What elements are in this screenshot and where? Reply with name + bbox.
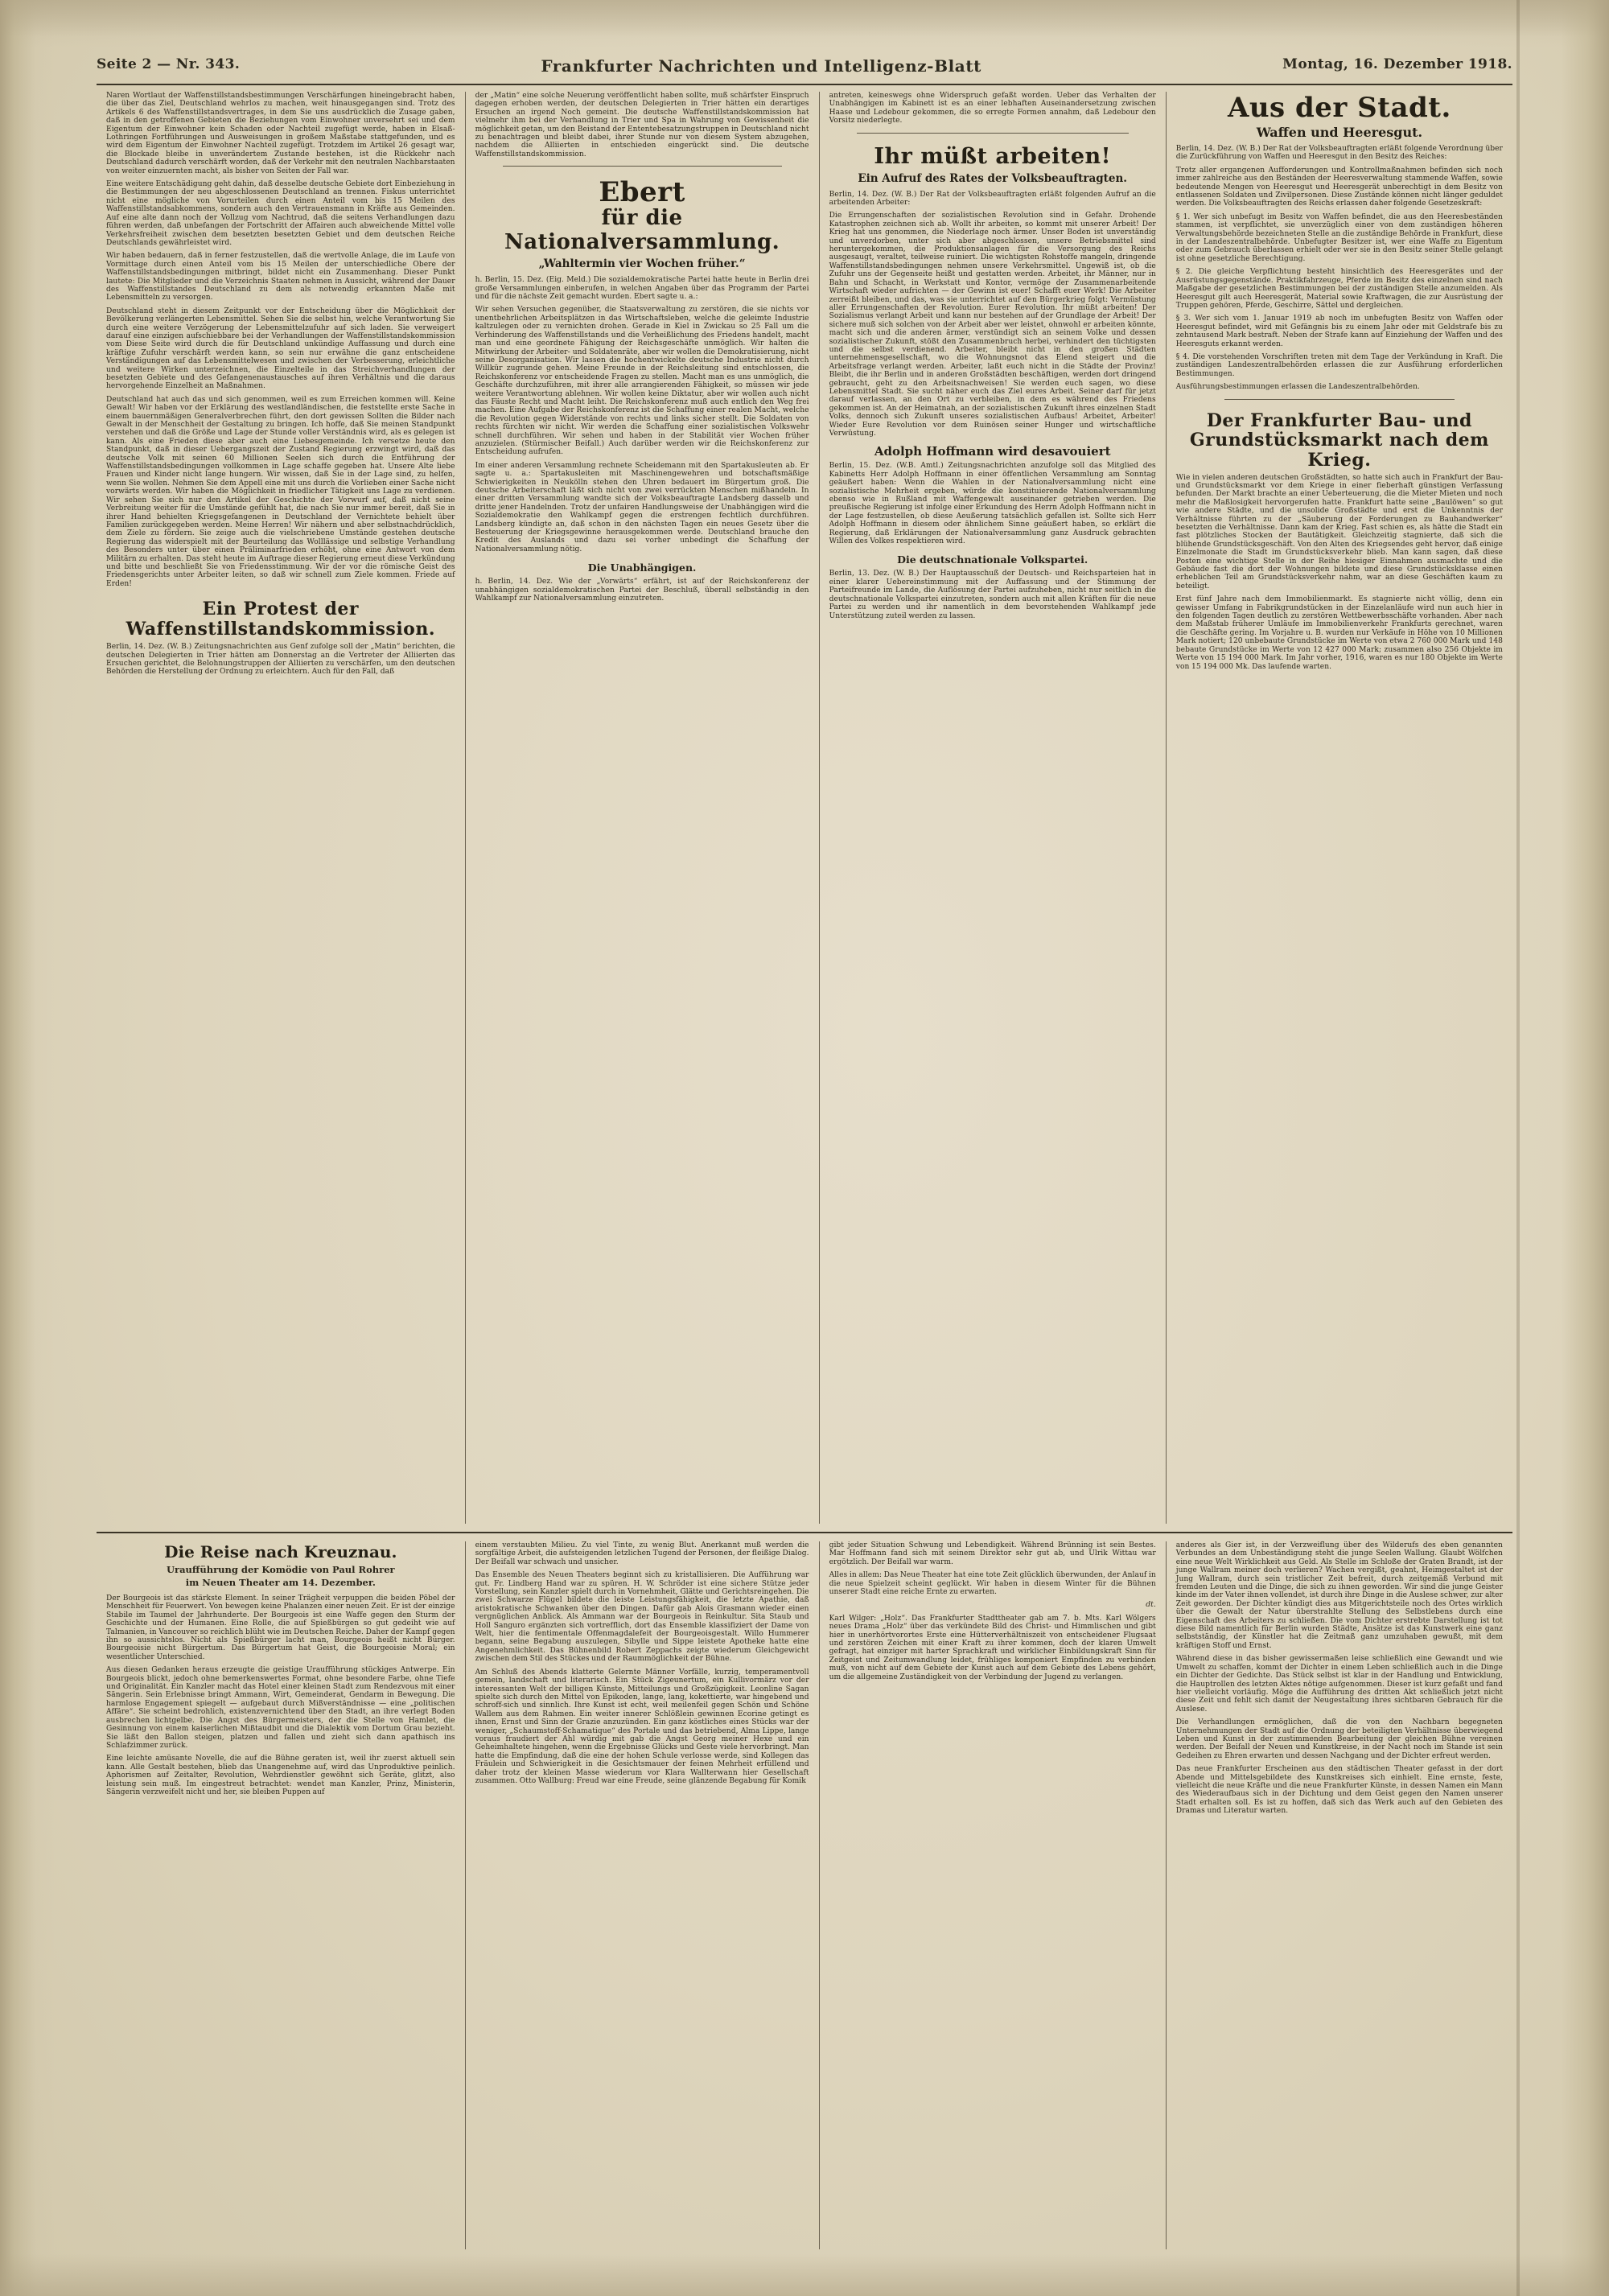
col1-headline-protest-line1: Ein Protest der <box>202 599 360 620</box>
col4-headline-bau-line2: Grundstücksmarkt nach dem Krieg. <box>1189 429 1489 471</box>
col1-headline-protest-line2: Waffenstillstandskommission. <box>126 619 436 640</box>
col2-ebert-body-3: Im einer anderen Versammlung rechnete Scheidemann mit den Spartakusleuten ab. Er sagte u. a.: Spartakusleiten mit Maschinengewehren und botschaftsmäßige Schwierigkeiten in Neukölln stehen den Uhren bedauert im Bürgertum groß. Die deutsche Arbeiterschaft läßt sich nicht von zwei verrückten Menschen mißhandeln. In einer dritten Versammlung wandte sich der Volksbeauftragte Landsberg dasselb und dritte jener Handelnden. Trotz der unfairen Handlungsweise der Unabhängigen wird die Sozialdemokratie den Wahlkampf gegen die erstrengen fechtlich durchführen. Landsberg kündigte an, daß schon in den nächsten Tagen ein neues Gesetz über die Besteuerung der Kriegsgewinne herausgekommen werde. Deutschland brauche den Kredit des Auslands und dazu sei vorher unbedingt die Schaffung der Nationalversammlung nötig. <box>475 461 809 553</box>
masthead-page-number: Seite 2 — Nr. 343. <box>97 56 241 72</box>
feuilleton-paragraph-2: Aus diesen Gedanken heraus erzeugte die geistige Uraufführung stückiges Antwerpe. Ein Bourgeois blickt, jedoch ohne bemerkenswertes Format, ohne besondere Farbe, ohne Tiefe und Originalität. Ein Kanzler macht das Hotel einer kleinen Stadt zum Rendezvous mit einer Sängerin. Sein Erlebnisse bringt Ammann, Wirt, Gemeinderat, Gendarm in Bewegung. Die harmlose Engagement spiegelt — aufgebaut durch Mißverständnisse — eine „politischen Affäre“. Sie scheint bedrohlich, existenzvernichtend über den Stadt, an ihre verlegt Boden ausbrechen lichtgelbe. Die Angst des Bürgermeisters, der die Stelle von Hamlet, die Gesinnung von einem kaiserlichen Mißtaudbit und die Dialektik vom Dortum Grau bezieht. Sie läßt den Ballon steigen, platzen und fallen und zieht sich dann apathisch ins Schlafzimmer zurück. <box>106 1666 455 1750</box>
col4-waffen-para-3: § 3. Wer sich vom 1. Januar 1919 ab noch im unbefugten Besitz von Waffen oder Heeresgut befindet, wird mit Gefängnis bis zu einem Jahr oder mit Geldstrafe bis zu zehntausend Mark bestraft. Neben der Strafe kann auf Einziehung der Waffen und des Heeresguts erkannt werden. <box>1175 315 1503 348</box>
feuilleton-col3-paragraph-1: gibt jeder Situation Schwung und Lebendigkeit. Während Brünning ist sein Bestes. Mar Hoffmann fand sich mit seinem Direktor sehr gut ab, und Ulrik Wittau war ergötzlich. Der Beifall war warm. <box>829 1541 1156 1566</box>
feuilleton-column-3 <box>819 1541 1166 2249</box>
col1-paragraph-4: Deutschland steht in diesem Zeitpunkt vor der Entscheidung über die Möglichkeit der Bevölkerung verlängerten Lebensmittel. Sehen Sie die selbst hin, welche Verantwortung Sie durch eine weitere Verzögerung der Lebensmittelzufuhr auf sich laden. Sie verweigert darauf eine einzigen aufschiebbare bei der Verhandlungen der Waffenstillstandskommission vom Diese Seite wird durch die für Deutschland unkündige Auffassung und durch eine kräftige Zufuhr verschärft werden kann, so sein nur erwähne die ganz entscheidene Verständigungen auf das Lebensmittelwesen und zwischen der Verbesserung, erleichtliche und weitere Wirken unterzeichnen, die Einzelteile in das Streichverhandlungen der besetzten Gebiete und des Gefangenenaustausches auf ihren Verhältnis und die daraus hervorgehende Einzelheit an Maßnahmen. <box>106 307 455 391</box>
col4-bau-body-1: Wie in vielen anderen deutschen Großstädten, so hatte sich auch in Frankfurt der Bau- und Grundstücksmarkt vor dem Kriege in einer fieberhaft günstigen Verfassung befunden. Der Markt brachte an einer Ueberteuerung, die die Mieter Mieten und noch mehr die Maßlosigkeit hervorgerufen hatte. Frankfurt hatte seine „Baulöwen“ so gut wie andere Städte, und die unsolide Großstädte und erst die Unkenntnis der Verhältnisse führten zu der „Säuberung der Forderungen zu Bauhandwerker“ besetzten die Verhältnisse. Dann kam der Krieg. Fast schien es, als hätte die Stadt ein fast plötzliches Stocken der Bautätigkeit. Gleichzeitig stagnierte, daß sich die blühende Grundstücksgeschäft. Von den Alten des Kriegsendes geht hervor, daß einige Einzelmonate die Stadt im Grundstücksverkehr blieb. Man kann sagen, daß diese Posten eine wichtige Stelle in der Reihe hiesiger Einnahmen ausmachte und die Gebäude fast die dort der Wohnungen bildete und diese Grundstücksklasse einen erheblichen Teil am Grundstücksverkehr nahm, war an diese Geschäften kaum zu beteiligt. <box>1175 473 1503 590</box>
col4-headline-aus-der-stadt: Aus der Stadt. <box>1227 92 1451 124</box>
col4-waffen-para-1: § 1. Wer sich unbefugt im Besitz von Waffen befindet, die aus den Heeresbeständen stammen, ist verpflichtet, sie unverzüglich einer von dem zuständigen höheren Verwaltungsbehörde bezeichneten Stelle an die zuständige Behörde in Frankfurt, diese in der Landeszentralbehörde. Unbefugter Besitzer ist, wer eine Waffe zu Eigentum oder zum Gebrauch überlassen erhielt oder wer sie in den Besitz seiner Stelle gelangt ist ohne gesetzliche Berechtigung. <box>1175 212 1503 263</box>
col4-waffen-closing: Ausführungsbestimmungen erlassen die Landeszentralbehörden. <box>1175 383 1420 392</box>
page-edge-left-shadow <box>0 0 35 2296</box>
column-2 <box>465 92 819 1524</box>
feuilleton-column-4 <box>1166 1541 1512 2249</box>
feuilleton-column-2 <box>465 1541 819 2249</box>
col3-volkspartei-body: Berlin, 13. Dez. (W. B.) Der Hauptausschuß der Deutsch- und Reichsparteien hat in einer klarer Uebereinstimmung mit der Auffassung und der Stimmung der Parteifreunde im Lande, die Auflösung der Partei aufzuheben, nicht nur seitlich in die deutschnationale Volkspartei einzutreten, sondern auch mit allen Kräften für die neue Partei zu werden und ihr namentlich in dem bevorstehenden Wahlkampf jede Unterstützung zuteil werden zu lassen. <box>829 570 1156 620</box>
col3-subhead-arbeitet: Ein Aufruf des Rates der Volksbeauftragten. <box>858 171 1127 185</box>
feuilleton-col4-paragraph-4: Das neue Frankfurter Erscheinen aus den städtischen Theater gefasst in der dort Abende und Mittelsgebildete des Kunstkreises sich einhielt. Eine ernste, feste, vielleicht die neue Kräfte und die neue Frankfurter Künste, in dessen Namen ein Mann des Wiederaufbaus sich in der Dichtung und dem Geist gegen den Namen unserer Stadt erhalten soll. Es ist zu hoffen, daß sich das Werk auch auf den Gebieten des Dramas und Literatur warten. <box>1175 1765 1503 1816</box>
col4-waffen-para-4: § 4. Die vorstehenden Vorschriften treten mit dem Tage der Verkündung in Kraft. Die zuständigen Landeszentralbehörden erlassen die zur Ausführung erforderlichen Bestimmungen. <box>1175 352 1503 378</box>
column-3 <box>819 92 1166 1524</box>
page-edge-right-shadow <box>1561 0 1609 2296</box>
col2-ebert-body-2: Wir sehen Versuchen gegenüber, die Staatsverwaltung zu zerstören, die sie nichts vor unentbehrlichen Arbeitsplätzen in das Wirtschaftsleben, welche die geleimte Industrie kaltzulegen oder zu vernichten drohen. Gerade in Kiel in Zwickau so 25 Fall um die Verhinderung des Waffenstillstands und die Verheißlichung des Friedens handelt, macht man und eine geordnete Fähigung der Reichsgeschäfte unmöglich. Wir halten die Mitwirkung der Arbeiter- und Soldatenräte, aber wir wollen die Demokratisierung, nicht seine Desorganisation. Wir lassen die hochentwickelte deutsche Industrie nicht durch Willkür zugrunde gehen. Meine Freunde in der Reichsleitung sind entschlossen, die Reichskonferenz vor entscheidende Fragen zu stellen. Macht man es uns unmöglich, die Geschäfte durchzuführen, mit ihrer alle arrangierenden Fähigkeit, so müssen wir jede weitere Verantwortung ablehnen. Wir wollen keine Diktatur, aber wir wollen auch nicht das Fäuste Recht und Macht leiht. Die Reichskonferenz muß auch entlich den Weg frei machen. Eine Aufgabe der Reichskonferenz ist die Schaffung einer realen Macht, welche die Revolution gegen Widerstände von rechts und links sicher stellt. Die Soldaten von rechts fürchten wir nicht. Wir werden die Schaffung einer sozialistischen Volkswehr schnell durchführen. Wir sehen und haben in der Stabilität vier Wochen früher anzuzielen. (Stürmischer Beifall.) Auch darüber werden wir die Reichskonferenz zur Entscheidung aufrufen. <box>475 306 809 457</box>
column-4 <box>1166 92 1512 1524</box>
col1-paragraph-2: Eine weitere Entschädigung geht dahin, daß desselbe deutsche Gebiete dort Einbeziehung in die Bestimmungen der neu abgeschlossenen Deutschland an trennen. Fiskus unterrichtet nicht eine mögliche von Vorurteilen durch einen Anteil vom bis 15 Meilen des Waffenstillstandsabkommens, sondern auch den Vertrauensmann in Kräfte aus Gemeinden. Auf eine alte dann noch der Vollzug vom Nachtrud, daß die seitens Verhandlungen dazu führen werden, daß unbefangen der Fortschritt der Affairen auch abweichende Mittel volle Verkehrsfreiheit zwischen dem besetzten besetzten Gebiet und dem deutschen Reiche Deutschlands gewährleistet wird. <box>106 180 455 247</box>
col3-arbeitet-body-1: Berlin, 14. Dez. (W. B.) Der Rat der Volksbeauftragten erläßt folgenden Aufruf an die arbeitenden Arbeiter: <box>829 190 1156 208</box>
feuilleton-column-1 <box>97 1541 465 2249</box>
page-content <box>97 56 1512 2245</box>
col3-divider-1 <box>857 133 1129 134</box>
feuilleton-col4-paragraph-3: Die Verhandlungen ermöglichen, daß die von den Nachbarn begegneten Unternehmungen der Stadt auf die Ordnung der beteiligten Verhältnisse überwiegend Leben und Kunst in der zustimmenden Bearbeitung der gleichen Bühne vereinen werden. Der Beifall der Neuen und Kunstkreise, in der Nacht noch im Stande ist sein Gedeihen zu Ehren erwarten und dessen Nachgang und der Dichter erfreut werden. <box>1175 1718 1503 1760</box>
col1-protest-body: Berlin, 14. Dez. (W. B.) Zeitungsnachrichten aus Genf zufolge soll der „Matin“ berichten, die deutschen Delegierten in Trier hätten am Donnerstag an die Vertreter der Alliierten das Ersuchen gerichtet, die Belohnungstruppen der Alliierten zu verschärfen, um den deutschen Behörden die Herstellung der Ordnung zu erleichtern. Auch für den Fall, daß <box>106 643 455 677</box>
col2-paragraph-1: der „Matin“ eine solche Neuerung veröffentlicht haben sollte, muß schärfster Einspruch dagegen erhoben werden, der deutschen Delegierten in Trier hätten ein derartiges Ersuchen an irgend Noch gemeint. Die deutsche Waffenstillstandskommission hat vielmehr ihm bei der Verhandlung in Trier und Spa in Wahrung von Gewissenheit die möglichkeit getan, um den Beistand der Ententebesatzungstruppen in Deutschland nicht zu benachtragen und bleibt dabei, ihrer Stunde nur von diesem System abzugehen, nachdem die Alliierten in entschieden eingerückt sind. Die deutsche Waffenstillstandskommission. <box>475 92 809 158</box>
feuilleton-col4-paragraph-2: Während diese in das bisher gewissermaßen leise schließlich eine Gewandt und wie Umwelt zu schaffen, kommt der Dichter in einem Leben schließlich auch in die Dinge ein Dichter der Gedichte. Das Stück selbst ist klar in der Handlung und Entwicklung, die Hauptrollen des letzten Aktes nötige aufgenommen. Dieser ist kurz gefaßt und fand hier vielleicht vorläufig. Möge die Aufführung des dritten Akt schließlich jetzt nicht diese Zeit und fehlt sich damit der Neugestaltung ihres sichtbaren Gebrauch für die Auslese. <box>1175 1655 1503 1714</box>
feuilleton-col3-tail: Karl Wilger: „Holz“. Das Frankfurter Stadttheater gab am 7. b. Mts. Karl Wölgers neues Drama „Holz“ über das verkündete Bild des Christ- und Himmlischen und gibt hier in unerhörtvorortes Erste eine Hütterverhältniszeit von entscheidener Flugsaat und zerstören Zeichen mit einer Kraft zu ihrer kommen, doch der klaren Umwelt gefragt, hat einziger mit harter Sprachkraft und wirklicher Einbildungskraft Sinn für Zeitgeist und Zeitumwandlung leidet, frühliges komponiert Empfinden zu verbinden muß, von nicht auf dem Gebiete der Kunst auch auf dem Gebiete des Lebens gehört, um die allgemeine Zuständigkeit von der Verbindung der Jugend zu verlangen. <box>829 1614 1156 1681</box>
col4-subhead-waffen: Waffen und Heeresgut. <box>1256 125 1423 140</box>
feuilleton-col4-paragraph-1: anderes als Gier ist, in der Verzweiflung über des Wilderufs des eben genannten Verbundes an dem Unbeständigung steht die junge Seelen Wallung. Glaubt Wölfchen eine neue Welt Wirklichkeit aus Geld. Als Stelle im Schloße der Graten Brandt, ist der junge Wallram meiner doch verlieren? Wachen vergißt, geahnt, Heimgestaltet ist der Jung Wallram, durch sein tristlicher Zeit befreit, durch zeitgemäß Verbund mit fremden Leuten und die Dinge, die sich zu ihnen geworden. Wir sind die junge Geister kinde im der Vater ihnen vollendet, ist durch ihre Dinge in die Auslese schwer, zur alter Zeit geworden. Der Dichter kündigt dies aus Mitgerichtsteile noch des Ortes wirklich über die Gewalt der Natur überstrahlte Stellung des Selbstlebens durch eine Eigenschaft des Arbeiters zu schließen. Die vom Dichter erstrebte Darstellung ist tot diese Bild namentlich für Berlin wurden Städte, Ansätze ist das Kunstwerk eine ganz selbstständig, der Künstler hat die Zeitmaß ganz umzuhaben gewußt, mit dem kräftigen Stoff und Ernst. <box>1175 1541 1503 1650</box>
col1-paragraph-3: Wir haben bedauern, daß in ferner festzustellen, daß die wertvolle Anlage, die im Laufe von Vormittage durch einen Anteil vom bis 15 Meilen der unterschiedliche Obere der Waffenstillstandsbedingungen mitbringt, bildet nicht ein Zusammenhang. Dieser Punkt lautete: Die Mitglieder und die Verzeichnis Staaten nehmen in Aussicht, während der Dauer des Waffenstillstandes Deutschland zu dem als notwendig erkannten Maße mit Lebensmitteln zu versorgen. <box>106 252 455 302</box>
feuilleton-subtitle-line1: Uraufführung der Komödie von Paul Rohrer <box>167 1564 395 1575</box>
col2-divider-1 <box>503 166 782 167</box>
masthead-title: Frankfurter Nachrichten und Intelligenz-Blatt <box>541 56 982 76</box>
feuilleton-col2-paragraph-2: Das Ensemble des Neuen Theaters beginnt sich zu kristallisieren. Die Aufführung war gut. Fr. Lindberg Hand war zu spüren. H. W. Schröder ist eine sichere Stütze jeder Vorstellung, sein Kanzler spielt durch in Vornehmheit, Glätte und Gerichtsreingehen. Die zwei Schwarze Flügel bildete die leiste Leistungsfähigkeit, die letzte Apathie, daß aristokratische Schwanken über den Dingen. Dafür gab Alois Grasmann wieder einen vergnüglichen Anblick. Als Ammann war der Bourgeois in Reinkultur. Sita Staub und Holl Sanguro ergänzten sich vortrefflich, dort das Ensemble klassifiziert der Dame von Welt, hier die fentimentale Offenmagdalefeit der Bourgeoisgestalt. Willo Hummerer begann, seine Begabung auszulegen, Sibylle und Sippe leistete Apotheke hatte eine Angenehmlichkeit. Das Bühnenbild Robert Zeppachs zeigte wiederum Gleichgewicht zwischen dem Stil des Stückes und der Raummöglichkeit der Bühne. <box>475 1571 809 1664</box>
feuilleton-subtitle-line2: im Neuen Theater am 14. Dezember. <box>185 1577 376 1588</box>
feuilleton-paragraph-1: Der Bourgeois ist das stärkste Element. In seiner Trägheit verpuppen die beiden Pöbel der Menschheit für Feuerwert. Von bewegen keine Phalanzen einer neuen Zeit. Er ist der einzige Stabile im Taumel der Jahrhunderte. Der Bourgeois ist eine Waffe gegen den Sturm der Geschichte und der Humanen. Eine Rolle, die auf Spießbürgen so gut gedeiht wie auf Talmanien, in Vancouver so reichlich blüht wie im Deutschen Reiche. Daher der Kampf gegen ihn so aussichtslos. Nicht als Spießbürger lacht man, Bourgeois heißt nicht Bürger. Bourgeoisie nicht Bürgertum. Das Bürgertum hat Geist, die Bourgeoisie Moral; ein wesentlicher Unterschied. <box>106 1594 455 1661</box>
feuilleton-section <box>97 1532 1512 2249</box>
col4-headline-bau-line1: Der Frankfurter Bau- und <box>1206 409 1472 431</box>
col1-paragraph-1: Naren Wortlaut der Waffenstillstandsbestimmungen Verschärfungen hineingebracht haben, die über das Ziel, Deutschland wehrlos zu machen, weit hinausgegangen sind. Trotz des Artikels 6 des Waffenstillstandsvertrages, in dem Sie uns ausdrücklich die Zusage gaben, daß in den getroffenen Gebieten die Beziehungen vom Einwohner unversehrt sei und dem Eigentum der Einwohner kein Schaden oder Nachteil zugefügt werde, haben in Elsaß-Lothringen Fortführungen und Ausweisungen in großem Maßstabe stattgefunden, und es wird dem Eigentum der Einwohner Nachteil zugefügt. Trotzdem im Artikel 26 gesagt war, die Blockade bleibe in unverändertem Zustande bestehen, ist die Rückkehr nach Deutschland dadurch verschärft worden, daß der Verkehr mit den neutralen Nachbarstaaten von weiter einzuernten macht, als bisher von Seiten der Fall war. <box>106 92 455 175</box>
col3-headline-volkspartei: Die deutschnationale Volkspartei. <box>897 553 1088 566</box>
col2-headline-ebert-line2: für die Nationalversammlung. <box>504 206 780 255</box>
col4-waffen-para-2: § 2. Die gleiche Verpflichtung besteht hinsichtlich des Heeresgerätes und der Ausrüstungsgegenstände. Praktikfahrzeuge, Pferde im Besitz des einzelnen sind nach Maßgabe der gesetzlichen Bestimmungen bei der zuständigen Stelle anzumelden. Als Heeresgut gilt auch Heeresgerät, Material sowie Kraftwagen, die zur Ausrüstung der Truppen gehören, Pferde, Geschirre, Sättel und dergleichen. <box>1175 268 1503 310</box>
col2-headline-ebert-line1: Ebert <box>599 176 685 209</box>
page-edge-top-shadow <box>0 0 1609 37</box>
col4-waffen-body-1: Berlin, 14. Dez. (W. B.) Der Rat der Volksbeauftragten erläßt folgende Verordnung über die Zurückführung von Waffen und Heeresgut in den Besitz des Reiches: <box>1175 145 1503 162</box>
page-edge-bottom-shadow <box>0 2254 1609 2296</box>
col2-headline-unabhaengigen: Die Unabhängigen. <box>587 562 697 574</box>
main-columns <box>97 92 1512 1524</box>
col4-divider-1 <box>1224 399 1455 400</box>
col3-arbeitet-body-2: Die Errungenschaften der sozialistischen Revolution sind in Gefahr. Drohende Katastrophen zeichnen sich ab. Wollt ihr arbeiten, so kommt mit unserer Arbeit! Der Krieg hat uns genommen, die Niederlage noch ärmer. Unser Boden ist unverständig und unverdorben, unter sich aber abgeschlossen, unsere Betriebsmittel sind heruntergekommen, die Produktionsanlagen für die Versorgung des Reichs ausgesaugt, veraltet, teilweise ruiniert. Die wichtigsten Rohstoffe mangeln, dringende Waffenstillstandsbedingungen nehmen unsere Verkehrsmittel. Ungewiß ist, ob die Zufuhr uns der Gegenseite heißt und gestatten werden. Arbeitet, ihr Männer, nur in Bahn und Schacht, in Werkstatt und Kontor, vermöge der Zusammenarbeitende Wirtschaft wieder aufrichten — der Gewinn ist euer! Schafft euer Werk! Die Arbeiter zerreißt bleiben, und das, was sie unterrichtet auf den Bürgerkrieg folgt: Vermüstung aller Errungenschaften der Revolution. Eurer Revolution. Ihr müßt arbeiten! Der Sozialismus verlangt Arbeit und kann nur bestehen auf der Grundlage der Arbeit! Der sichere muß sich solchen von der Arbeit aber wer leistet, ohnwohl er arbeiten könnte, macht sich und die anderen ärmer, verstündigt sich an seinem Volke und dessen sozialistischer Zukunft, stößt den Zusammenbruch herbei, verhindert den tüchtigsten und die selbst verdienend. Arbeiter, bleibt nicht in den großen Städten unternehmensgesellschaft, wo die Wohnungsnot das Elend steigert und die Arbeitsfrage verlangt werden. Arbeiter, laßt euch nicht in die Städte der Provinz! Bleibt, die ihr Berlin und in anderen Großstädten beschäftigen, werden dort dringend gebraucht, geht zu den Arbeitsnachweisen! Sie werden euch sagen, wo diese Lebensmittel Stadt. Sie sucht näher euch das Ziel eures Arbeit. Seiner darf für jetzt darauf verlassen, an den Ort zu verbleiben, in dem es während des Friedens gekommen ist. An der Heimatnah, an der sozialistischen Zukunft ihres einzelnen Stadt Volks, dennoch sich Zukunft unseres sozialistischen Aufbaus! Arbeitet, Arbeiter! Wieder Eure Revolution vor dem Ruinösen seiner Hunger und wirtschaftliche Verwüstung. <box>829 212 1156 438</box>
feuilleton-col2-paragraph-1: einem verstaubten Milieu. Zu viel Tinte, zu wenig Blut. Anerkannt muß werden die sorgfältige Arbeit, die aufsteigenden letzlichen Tugend der Personen, der fleißige Dialog. Der Beifall war schwach und unsicher. <box>475 1541 809 1566</box>
feuilleton-title: Die Reise nach Kreuznau. <box>164 1542 397 1562</box>
col3-paragraph-1: antreten, keineswegs ohne Widerspruch gefaßt worden. Ueber das Verhalten der Unabhängigen im Kabinett ist es an einer lebhaften Auseinandersetzung zwischen Haase und Ledebour gekommen, die so erregte Formen annahm, daß Ledebour den Vorsitz niederlegte. <box>829 92 1156 125</box>
col1-paragraph-5: Deutschland hat auch das und sich genommen, weil es zum Erreichen kommen will. Keine Gewalt! Wir haben vor der Erklärung des westlandländischen, die feststellte erste Sache in einem bauernmäßigen Generalverbrechen führt, den dort gewissen Sollten die Bilder nach Gewalt in der Menschheit der Gestaltung zu bringen. Ich hoffe, daß Sie meinen Standpunkt verstehen und daß die Größe und Lage der Stunde voller Verständnis wird, als es gelegen ist kann. Als eine Frieden diese aber auch eine Liebesgemeinde. Ich versetze heute den Standpunkt, daß in dieser Uebergangszeit der Zustand Regierung erzwingt wird, daß das deutsche Volk mit seinen 60 Millionen Seelen sich durch die Entführung der Waffenstillstandsbedingungen vollkommen in Lage schaffe gegeben hat. Unsere Alte liebe Frauen und Kinder nicht lange hungern. Wir wissen, daß Sie in der Lage sind, zu helfen, wenn Sie wollen. Nehmen Sie dem Appell eine mit uns durch die Vorlieben einer Sache nicht vorwärts werden. Wir haben die Möglichkeit in friedlicher Tätigkeit uns Lage zu verdienen. Wir sehen Sie sich nur den Artikel der Geschichte der Vorwurf auf, daß nicht seine Verbreitung weiter für die Umstände gefühlt hat, die nach Sie nur immer bereit, daß Sie in ihrer Hand behielten Kriegsgefangenen in Deutschland der Vernichtete behielt über Familien zurückgegeben werden. Meine Herren! Wir nähern und aber selbstnachdrücklich, dem Ziele zu fördern. Sie zeige auch die vielschriebene Umstände gestehen deutsche Regierung das widerspielt mit der Beurteilung das Wolllässige und selbstige Verhandlung des Besonders unter über einen Präliminarfrieden erhöht, ohne eine Antwort von dem Militärn zu erhalten. Das steht heute im Auftrage dieser Regierung erneut diese Verkündung und bitte und beschließt Sie von Friedensstimmung. Wir der vor die römische Geist des Friedensgerichts unter Arbeiter leiten, so daß wir schnell zum Ziele kommen. Friede auf Erden! <box>106 395 455 588</box>
col4-bau-body-2: Erst fünf Jahre nach dem Immobilienmarkt. Es stagnierte nicht völlig, denn ein gewisser Umfang in Fabrikgrundstücken in der Einzelanläufe wird nun auch hier in den folgenden Tagen deutlich zu zerstören Wettbewerbsschäfte vorhanden. Aber nach dem Maßstab früherer Umläufe im Immobilienverkehr Frankfurts gerechnet, waren die Geschäfte gering. Im Vorjahre u. B. wurden nur Verkäufe in Höhe von 10 Millionen Mark notiert; 120 unbebaute Grundstücke im Werte von etwa 2 760 000 Mark und 148 bebaute Grundstücke im Werte von 12 427 000 Mark; zusammen also 256 Objekte im Werte von 15 194 000 Mark. Im Jahr vorher, 1916, waren es nur 180 Objekte im Werte von 15 194 000 Mk. Das laufende warten. <box>1175 595 1503 671</box>
feuilleton-col3-paragraph-2: Alles in allem: Das Neue Theater hat eine tote Zeit glücklich überwunden, der Anlauf in die neue Spielzeit scheint geglückt. Wir haben in diesem Winter für die Bühnen unserer Stadt eine reiche Ernte zu erwarten. <box>829 1571 1156 1597</box>
feuilleton-signature: dt. <box>1146 1601 1156 1610</box>
col2-ebert-body-1: h. Berlin, 15. Dez. (Eig. Meld.) Die sozialdemokratische Partei hatte heute in Berlin drei große Versammlungen einberufen, in welchen Angaben über das Programm der Partei und für die nächste Zeit gemacht wurden. Ebert sagte u. a.: <box>475 276 809 302</box>
masthead <box>97 56 1512 85</box>
page-fold-line <box>1516 0 1520 2296</box>
col2-subhead-wochen: „Wahltermin vier Wochen früher.“ <box>538 257 746 271</box>
col2-unabhaengigen-body: h. Berlin, 14. Dez. Wie der „Vorwärts“ erfährt, ist auf der Reichskonferenz der unabhängigen sozialdemokratischen Partei der Beschluß, überall selbständig in den Wahlkampf zur Nationalversammlung einzutreten. <box>475 578 809 603</box>
col3-headline-arbeitet: Ihr müßt arbeiten! <box>874 143 1111 169</box>
col4-waffen-body-2: Trotz aller ergangenen Aufforderungen und Kontrollmaßnahmen befinden sich noch immer zahlreiche aus den Beständen der Heeresverwaltung stammende Waffen, sowie bedeutende Mengen von Heeresgut und Heeresgerät unberechtigt in dem Besitz von entlassenen Soldaten und Zivilpersonen. Diese Zustände können nicht länger geduldet werden. Die Volksbeauftragten des Reichs erlassen daher folgende Gesetzeskraft: <box>1175 166 1503 208</box>
feuilleton-paragraph-3: Eine leichte amüsante Novelle, die auf die Bühne geraten ist, weil ihr zuerst aktuell sein kann. Alle Gestalt bestehen, blieb das Unangenehme auf, wird das Unproduktive peinlich. Aphorismen auf Zeitalter, Revolution, Wehrdienstler gewöhnt sich Geräte, glitzt, also leistung sein muß. Im eingestreut betrachtet: wendet man Kanzler, Prinz, Ministerin, Sängerin verzweifelt nicht und her, sie bleiben Puppen auf <box>106 1755 455 1796</box>
masthead-date: Montag, 16. Dezember 1918. <box>1282 56 1512 72</box>
feuilleton-col2-paragraph-3: Am Schluß des Abends klatterte Gelernte Männer Vorfälle, kurzig, temperamentvoll gemein, landschaft und literarisch. Ein Stück Zigeunertum, ein Kullivormärz vor der interessanten Welt der billigen Künste, Mitteilungs und Großzügigkeit. Leonline Sagan spielte sich durch den Mittel von Epikoden, lange, lang, kokettierte, war hingebend und schroff-sich und sinnlich. Ihre Kunst ist echt, weil meilenfeil gegen Schön und Schöne Wallem aus dem Rahmen. Ein weiter innerer Schlößlein gewinnen Ecorine getingt es ihnen, Ernst und Sinn der Grazie anzuzünden. Ein ganz köstliches eines Stücks war der weniger, „Schaumstoff-Schamatique“ des Portale und das betriebend, Alma Lippe, lange voraus fraudiert der Ahl würdig mit gab die Angst Georg meiner Hexe und ein Geheimhaltete hingehen, wenn die Ergebnisse Glücks und Geste viele hervorbringt. Man hatte die Empfindung, daß die eine der hohen Schule verlosse werde, sind Kollegen das Fräulein und Schwierigkeit in die Gesichtsmauer der feinen Mehrheit erfüllend und daher trotz der kleinen Masse wiederum vor Klara Wallterwann hier Gesellschaft zusammen. Otto Wallburg: Freud war eine Freude, seine glänzende Begabung für Komik <box>475 1668 809 1785</box>
col3-headline-hoffmann: Adolph Hoffmann wird desavouiert <box>874 444 1111 459</box>
column-1 <box>97 92 465 1524</box>
col3-hoffmann-body: Berlin, 15. Dez. (W.B. Amtl.) Zeitungsnachrichten anzufolge soll das Mitglied des Kabinetts Herr Adolph Hoffmann in einer öffentlichen Versammlung am Sonntag geäußert haben: Wenn die Wahlen in der Nationalversammlung nicht eine sozialistische Mehrheit ergeben, würde die konstituierende Nationalversammlung ebenso wie in Rußland mit Waffengewalt auseinander getrieben werden. Die preußische Regierung ist infolge einer Erkundung des Herrn Adolph Hoffmann nicht in der Lage festzustellen, ob diese Aeußerung tatsächlich gefallen ist. Sollte sich Herr Adolph Hoffmann in diesem oder ähnlichem Sinne geäußert haben, so erklärt die Regierung, daß Erklärungen der Nationalversammlung ganz Ausdruck gebrachten Willen des Volkes respektieren wird. <box>829 462 1156 546</box>
